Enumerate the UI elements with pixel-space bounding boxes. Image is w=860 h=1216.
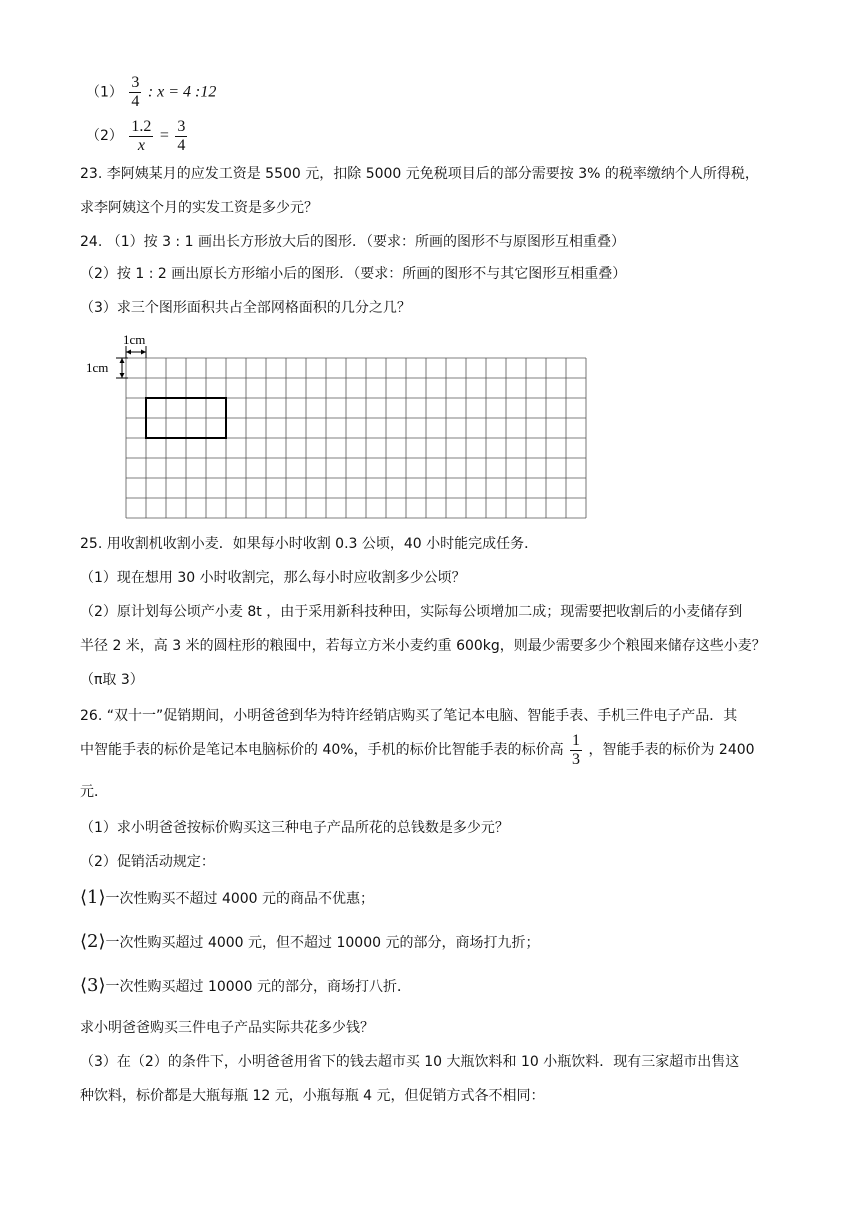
q23-line1: 23. 李阿姨某月的应发工资是 5500 元，扣除 5000 元免税项目后的部分需要按 3% 的税率缴纳个人所得税， [80,166,759,182]
q26-line1: 26. “双十一”促销期间，小明爸爸到华为特许经销店购买了笔记本电脑、智能手表、手机三件电子产品．其 [80,708,738,724]
q25-part2-line3: （π取 3） [80,672,144,688]
rule1-text: 一次性购买不超过 4000 元的商品不优惠； [105,891,375,907]
q26-line2 [80,730,755,770]
q26-rule1 [80,888,374,909]
rule2-text: 一次性购买超过 4000 元，但不超过 10000 元的部分，商场打九折； [105,935,540,951]
rule1-tag: ⟨1⟩ [80,887,106,908]
q26-part3-line2: 种饮料，标价都是大瓶每瓶 12 元，小瓶每瓶 4 元，但促销方式各不相同： [80,1088,545,1104]
q22-part2-fraction-right: $\frac{3}{4}$ [177,117,186,154]
rule3-tag: ⟨3⟩ [80,975,106,996]
grid-figure [86,330,606,529]
rule3-text: 一次性购买超过 10000 元的部分，商场打八折． [105,979,411,995]
grid-svg [86,330,606,525]
q26-rule3 [80,976,411,997]
q22-part2-label: （2） [86,128,123,144]
arrowhead-left [126,350,131,355]
q26-part2: （2）促销活动规定： [80,854,215,870]
q24-part1: 24. （1）按 3 : 1 画出长方形放大后的图形．（要求：所画的图形不与原图形互相重叠） [80,234,625,250]
q25-part2-line2: 半径 2 米，高 3 米的圆柱形的粮囤中，若每立方米小麦约重 600kg，则最少需要多少个粮囤来储存这些小麦？ [80,638,766,654]
q26-ask: 求小明爸爸购买三件电子产品实际共花多少钱？ [80,1020,374,1036]
q25-line1: 25. 用收割机收割小麦．如果每小时收割 0.3 公顷，40 小时能完成任务． [80,536,539,552]
q26-line2-a: 中智能手表的标价是笔记本电脑标价的 40%，手机的标价比智能手表的标价高 [80,742,564,758]
q25-part2-line1: （2）原计划每公顷产小麦 8t ，由于采用新科技种田，实际每公顷增加二成；现需要把收割后的小麦储存到 [80,604,743,620]
arrowhead-right [141,350,146,355]
q26-part3-line1: （3）在（2）的条件下，小明爸爸用省下的钱去超市买 10 大瓶饮料和 10 小瓶饮料．现有三家超市出售这 [80,1054,740,1070]
arrowhead-down [120,373,125,378]
q24-part3: （3）求三个图形面积共占全部网格面积的几分之几？ [80,300,411,316]
q26-fraction: $\frac{1}{3}$ [572,731,581,768]
q26-line3: 元． [80,784,108,800]
left-scale-label: 1cm [86,360,109,375]
rule2-tag: ⟨2⟩ [80,931,106,952]
q22-part2-fraction-left: $\frac{1.2}{x}$ [131,117,152,154]
q24-part2: （2）按 1 : 2 画出原长方形缩小后的图形．（要求：所画的图形不与其它图形互相重叠） [80,266,627,282]
q23-line2: 求李阿姨这个月的实发工资是多少元？ [80,200,318,216]
q22-part1-label: （1） [86,84,123,101]
q22-part1-ratio: : x = 4 :12 [147,83,217,101]
q25-part1: （1）现在想用 30 小时收割完，那么每小时应收割多少公顷？ [80,570,466,586]
top-scale-label: 1cm [123,332,146,347]
q26-rule2 [80,932,539,953]
q26-line2-b: ，智能手表的标价为 2400 [588,742,755,758]
q22-part2 [86,116,189,156]
q22-part2-equals: = [159,127,169,144]
q22-part1 [86,74,216,111]
arrowhead-up [120,358,125,363]
q22-part1-fraction: $\frac{3}{4}$ [131,74,140,110]
q26-part1: （1）求小明爸爸按标价购买这三种电子产品所花的总钱数是多少元？ [80,820,509,836]
